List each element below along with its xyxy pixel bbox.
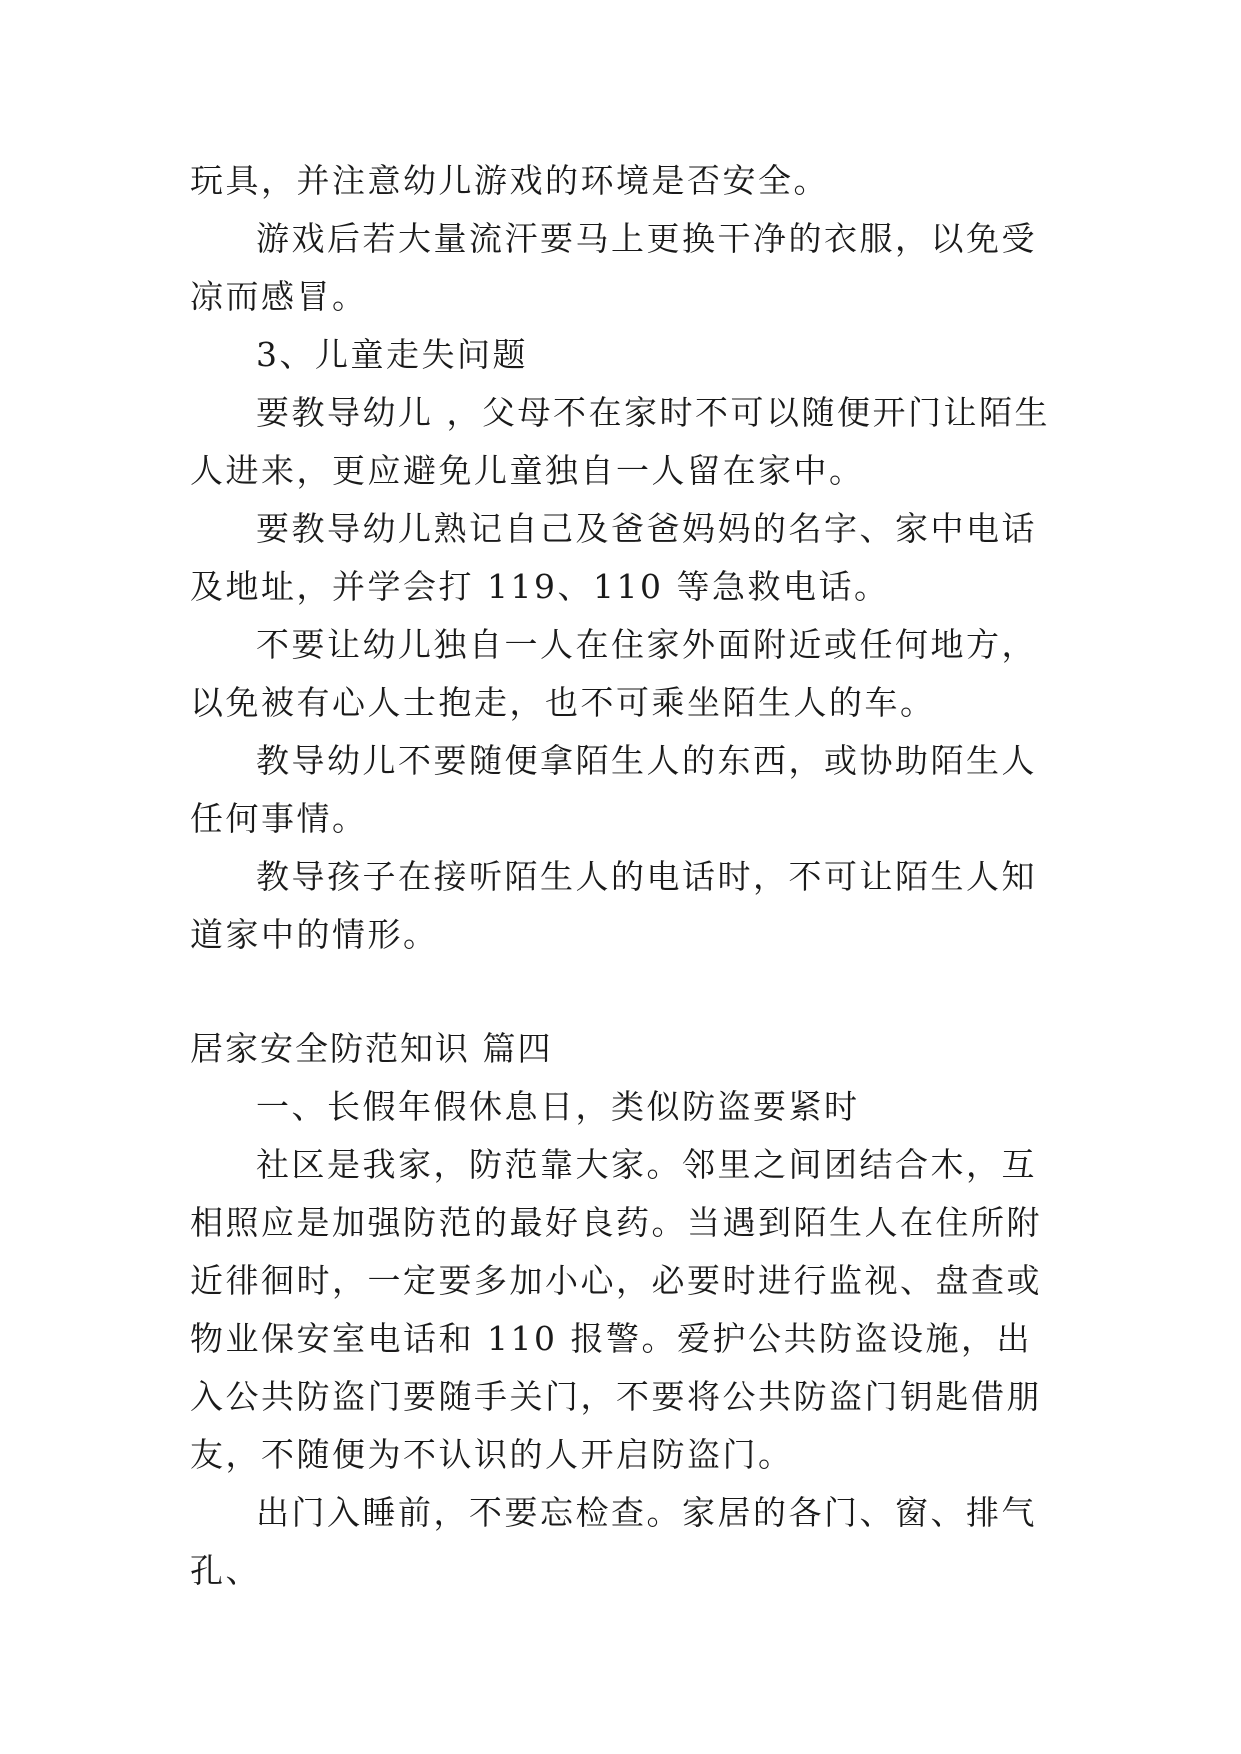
- section-title: 居家安全防范知识 篇四: [190, 1029, 553, 1068]
- paragraph: 玩具，并注意幼儿游戏的环境是否安全。: [190, 161, 829, 200]
- paragraph: 教导孩子在接听陌生人的电话时，不可让陌生人知道家中的情形。: [190, 857, 1037, 954]
- paragraph: 游戏后若大量流汗要马上更换干净的衣服，以免受凉而感冒。: [190, 219, 1037, 316]
- paragraph: 要教导幼儿 ，父母不在家时不可以随便开门让陌生人进来，更应避免儿童独自一人留在家中。: [190, 393, 1050, 490]
- paragraph: 要教导幼儿熟记自己及爸爸妈妈的名字、家中电话及地址，并学会打 119、110 等急救电话。: [190, 509, 1037, 606]
- paragraph: 不要让幼儿独自一人在住家外面附近或任何地方，以免被有心人士抱走，也不可乘坐陌生人的车。: [190, 625, 1037, 722]
- subheading: 3、儿童走失问题: [256, 335, 528, 374]
- paragraph: 出门入睡前，不要忘检查。家居的各门、窗、排气孔、: [190, 1493, 1037, 1590]
- paragraph: 教导幼儿不要随便拿陌生人的东西，或协助陌生人任何事情。: [190, 741, 1037, 838]
- document-body: [190, 152, 1060, 1600]
- paragraph: 社区是我家，防范靠大家。邻里之间团结合木，互相照应是加强防范的最好良药。当遇到陌生人在住所附近徘徊时，一定要多加小心，必要时进行监视、盘查或物业保安室电话和 110 报警。爱护公共防盗设施，出入公共防盗门要随手关门，不要将公共防盗门钥匙借朋友，不随便为不认识的人开启防盗门。: [190, 1145, 1042, 1474]
- subheading: 一、长假年假休息日，类似防盗要紧时: [256, 1087, 860, 1126]
